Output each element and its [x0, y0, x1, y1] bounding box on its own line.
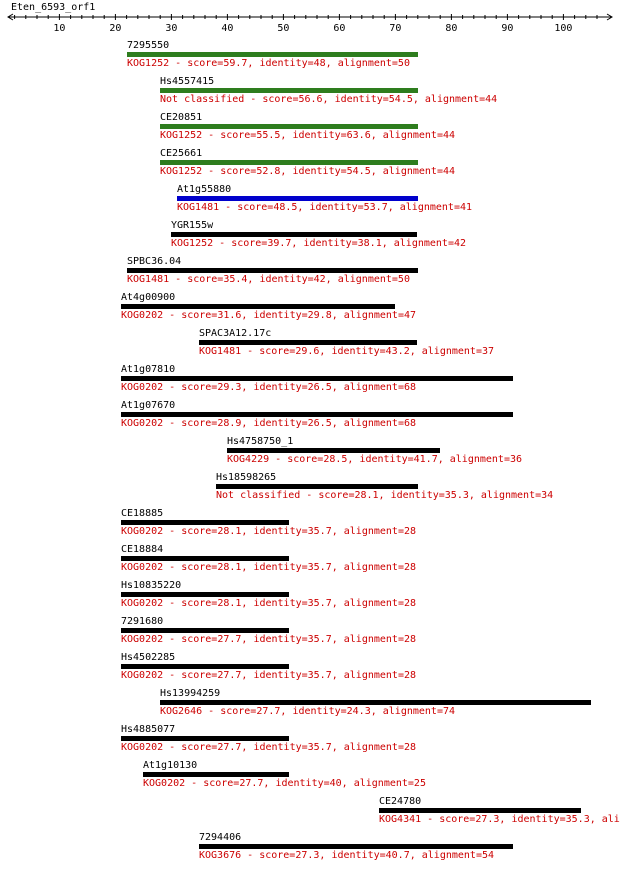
- alignment-bar: [121, 628, 289, 633]
- tick-label: 20: [109, 23, 122, 34]
- hit-description-link[interactable]: KOG0202 - score=27.7, identity=35.7, alignment=28: [121, 742, 417, 753]
- tick-label: 60: [333, 23, 346, 34]
- alignment-bar: [199, 340, 417, 345]
- query-name: Eten_6593_orf1: [11, 2, 96, 13]
- hit-description-link[interactable]: KOG4229 - score=28.5, identity=41.7, alignment=36: [227, 454, 523, 465]
- hit-name: Hs4557415: [160, 76, 215, 87]
- hit-description-link[interactable]: KOG0202 - score=28.1, identity=35.7, alignment=28: [121, 526, 417, 537]
- alignment-bar: [160, 124, 418, 129]
- hit-name: At1g55880: [177, 184, 232, 195]
- alignment-bar: [216, 484, 418, 489]
- alignment-bar: [121, 736, 289, 741]
- tick-label: 10: [53, 23, 66, 34]
- alignment-bar: [177, 196, 418, 201]
- hit-name: 7294406: [199, 832, 242, 843]
- hit-description-link[interactable]: KOG1252 - score=55.5, identity=63.6, alignment=44: [160, 130, 456, 141]
- alignment-bar: [160, 160, 418, 165]
- hit-description-link[interactable]: KOG1252 - score=59.7, identity=48, alignment=50: [127, 58, 410, 69]
- hit-name: CE25661: [160, 148, 203, 159]
- alignment-bar: [199, 844, 513, 849]
- hit-description-link[interactable]: KOG4341 - score=27.3, identity=35.3, ali: [379, 814, 620, 825]
- hit-description-link[interactable]: KOG0202 - score=28.1, identity=35.7, alignment=28: [121, 562, 417, 573]
- hit-description-link[interactable]: KOG0202 - score=27.7, identity=35.7, alignment=28: [121, 670, 417, 681]
- hit-name: YGR155w: [171, 220, 214, 231]
- hit-name: At1g10130: [143, 760, 198, 771]
- alignment-bar: [121, 592, 289, 597]
- hit-name: CE18885: [121, 508, 164, 519]
- hit-name: At1g07810: [121, 364, 176, 375]
- alignment-bar: [121, 520, 289, 525]
- hit-description-link[interactable]: KOG3676 - score=27.3, identity=40.7, alignment=54: [199, 850, 495, 861]
- hit-description-link[interactable]: KOG2646 - score=27.7, identity=24.3, alignment=74: [160, 706, 456, 717]
- hit-description-link[interactable]: Not classified - score=28.1, identity=35.3, alignment=34: [216, 490, 554, 501]
- hit-name: Hs18598265: [216, 472, 277, 483]
- tick-label: 40: [221, 23, 234, 34]
- alignment-bar: [227, 448, 440, 453]
- alignment-bar: [121, 664, 289, 669]
- hit-description-link[interactable]: KOG1252 - score=39.7, identity=38.1, alignment=42: [171, 238, 467, 249]
- hit-name: CE18884: [121, 544, 164, 555]
- hit-name: Hs13994259: [160, 688, 221, 699]
- hit-name: 7291680: [121, 616, 164, 627]
- alignment-bar: [121, 304, 395, 309]
- hit-name: Hs10835220: [121, 580, 182, 591]
- tick-label: 90: [501, 23, 514, 34]
- hit-name: At4g00900: [121, 292, 176, 303]
- hit-name: Hs4758750_1: [227, 436, 294, 447]
- tick-label: 30: [165, 23, 178, 34]
- hit-description-link[interactable]: KOG1252 - score=52.8, identity=54.5, alignment=44: [160, 166, 456, 177]
- hit-description-link[interactable]: Not classified - score=56.6, identity=54.5, alignment=44: [160, 94, 498, 105]
- hit-description-link[interactable]: KOG0202 - score=28.1, identity=35.7, alignment=28: [121, 598, 417, 609]
- alignment-bar: [121, 376, 513, 381]
- alignment-bar: [121, 412, 513, 417]
- alignment-bar: [160, 88, 418, 93]
- hit-description-link[interactable]: KOG1481 - score=35.4, identity=42, alignment=50: [127, 274, 410, 285]
- hit-name: Hs4885077: [121, 724, 176, 735]
- alignment-bar: [127, 268, 418, 273]
- sequence-ruler: [0, 0, 620, 40]
- hit-description-link[interactable]: KOG0202 - score=27.7, identity=35.7, alignment=28: [121, 634, 417, 645]
- hit-name: SPAC3A12.17c: [199, 328, 272, 339]
- alignment-bar: [121, 556, 289, 561]
- hit-description-link[interactable]: KOG0202 - score=28.9, identity=26.5, alignment=68: [121, 418, 417, 429]
- alignment-bar: [171, 232, 417, 237]
- tick-label: 100: [554, 23, 573, 34]
- alignment-bar: [127, 52, 418, 57]
- hit-name: CE24780: [379, 796, 422, 807]
- hit-description-link[interactable]: KOG0202 - score=31.6, identity=29.8, alignment=47: [121, 310, 417, 321]
- alignment-bar: [160, 700, 591, 705]
- hit-description-link[interactable]: KOG1481 - score=48.5, identity=53.7, alignment=41: [177, 202, 473, 213]
- hit-name: At1g07670: [121, 400, 176, 411]
- hit-name: CE20851: [160, 112, 203, 123]
- tick-label: 50: [277, 23, 290, 34]
- tick-label: 70: [389, 23, 402, 34]
- tick-label: 80: [445, 23, 458, 34]
- alignment-bar: [143, 772, 289, 777]
- hit-name: Hs4502285: [121, 652, 176, 663]
- hit-name: SPBC36.04: [127, 256, 182, 267]
- alignment-bar: [379, 808, 581, 813]
- hit-description-link[interactable]: KOG0202 - score=29.3, identity=26.5, alignment=68: [121, 382, 417, 393]
- hit-description-link[interactable]: KOG1481 - score=29.6, identity=43.2, alignment=37: [199, 346, 495, 357]
- hit-name: 7295550: [127, 40, 170, 51]
- hit-description-link[interactable]: KOG0202 - score=27.7, identity=40, alignment=25: [143, 778, 426, 789]
